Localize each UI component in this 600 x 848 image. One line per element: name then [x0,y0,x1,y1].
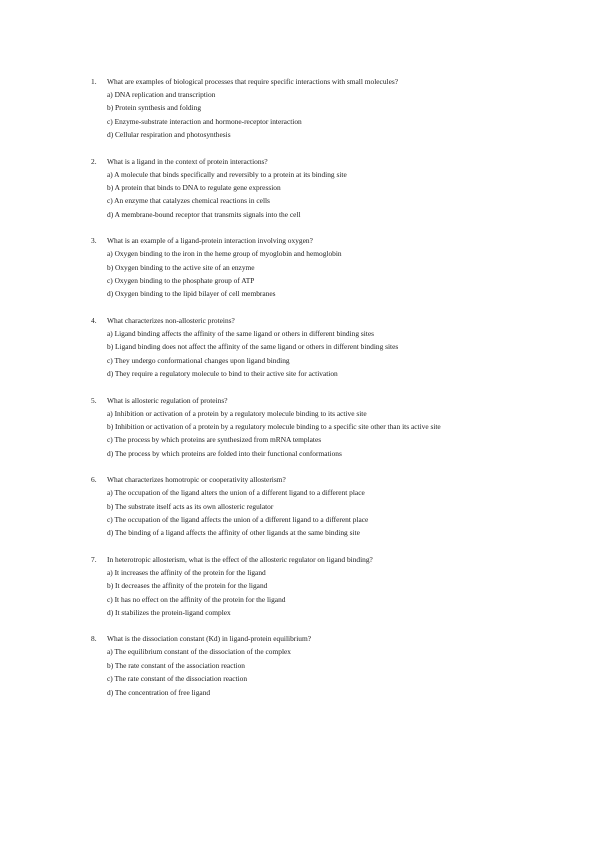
question-text: What characterizes homotropic or cooperativity allosterism? [107,475,286,485]
option-a: a) Ligand binding affects the affinity of the same ligand or others in different binding sites [107,328,375,338]
question-number: 6. [91,475,97,485]
option-b: b) Inhibition or activation of a protein by a regulatory molecule binding to a specific site other than its active site [107,421,441,431]
option-d: d) The binding of a ligand affects the affinity of other ligands at the same binding site [107,528,360,538]
option-b: b) A protein that binds to DNA to regulate gene expression [107,183,281,193]
option-b: b) It decreases the affinity of the protein for the ligand [107,581,268,591]
question-number: 2. [91,156,97,166]
question-item [91,473,591,540]
option-a: a) DNA replication and transcription [107,90,216,99]
option-a: a) The equilibrium constant of the dissociation of the complex [107,647,291,657]
question-header [91,632,591,645]
question-item [91,75,591,142]
option-a: a) The occupation of the ligand alters the union of a different ligand to a different place [107,488,365,498]
option-a: a) Oxygen binding to the iron in the heme group of myoglobin and hemoglobin [107,249,342,259]
option-a: a) A molecule that binds specifically and reversibly to a protein at its binding site [107,169,347,179]
question-header [91,314,591,327]
option-list [91,327,591,381]
question-item [91,234,591,301]
question-number: 7. [91,554,97,564]
question-item [91,394,591,461]
question-text: What characterizes non-allosteric proteins? [107,315,235,325]
question-header [91,394,591,407]
question-number: 3. [91,236,97,246]
option-c: c) It has no effect on the affinity of the protein for the ligand [107,594,286,604]
question-text: What is the dissociation constant (Kd) in ligand-protein equilibrium? [107,634,312,644]
option-list [91,486,591,540]
option-c: c) The process by which proteins are synthesized from mRNA templates [107,435,322,445]
question-number: 4. [91,315,97,325]
option-list [91,88,591,142]
option-c: c) They undergo conformational changes upon ligand binding [107,355,290,365]
option-b: b) Ligand binding does not affect the affinity of the same ligand or others in different binding sites [107,342,399,352]
option-d: d) The process by which proteins are folded into their functional conformations [107,448,342,458]
question-text: What is allosteric regulation of proteins? [107,395,228,405]
option-c: c) The rate constant of the dissociation reaction [107,674,248,684]
option-d: d) The concentration of free ligand [107,687,211,697]
question-text: In heterotropic allosterism, what is the effect of the allosteric regulator on ligand binding? [107,554,373,564]
option-d: d) Cellular respiration and photosynthesis [107,130,231,140]
question-header [91,553,591,566]
option-list [91,566,591,620]
option-c: c) Enzyme-substrate interaction and hormone-receptor interaction [107,116,302,126]
question-text: What is an example of a ligand-protein interaction involving oxygen? [107,236,313,246]
option-b: b) Protein synthesis and folding [107,103,202,113]
option-a: a) Inhibition or activation of a protein by a regulatory molecule binding to its active site [107,408,367,418]
question-header [91,75,591,88]
question-header [91,473,591,486]
option-d: d) They require a regulatory molecule to bind to their active site for activation [107,369,338,379]
question-text: What is a ligand in the context of protein interactions? [107,156,268,166]
option-d: d) It stabilizes the protein-ligand complex [107,607,231,617]
question-header [91,234,591,247]
question-item [91,155,591,222]
option-list [91,407,591,461]
option-list [91,645,591,699]
option-list [91,168,591,222]
question-text: What are examples of biological processes that require specific interactions with small molecules? [107,77,399,86]
question-item [91,632,591,699]
option-c: c) An enzyme that catalyzes chemical reactions in cells [107,196,270,206]
question-item [91,553,591,620]
question-item [91,314,591,381]
option-b: b) Oxygen binding to the active site of an enzyme [107,262,255,272]
question-number: 1. [91,77,97,86]
option-b: b) The substrate itself acts as its own allosteric regulator [107,501,274,511]
option-d: d) Oxygen binding to the lipid bilayer of cell membranes [107,289,276,299]
question-list [91,75,591,712]
option-list [91,247,591,301]
question-number: 5. [91,395,97,405]
option-b: b) The rate constant of the association reaction [107,660,245,670]
option-a: a) It increases the affinity of the protein for the ligand [107,567,266,577]
question-number: 8. [91,634,97,644]
question-header [91,155,591,168]
option-c: c) Oxygen binding to the phosphate group of ATP [107,276,255,286]
option-d: d) A membrane-bound receptor that transmits signals into the cell [107,209,301,219]
option-c: c) The occupation of the ligand affects the union of a different ligand to a different place [107,514,369,524]
